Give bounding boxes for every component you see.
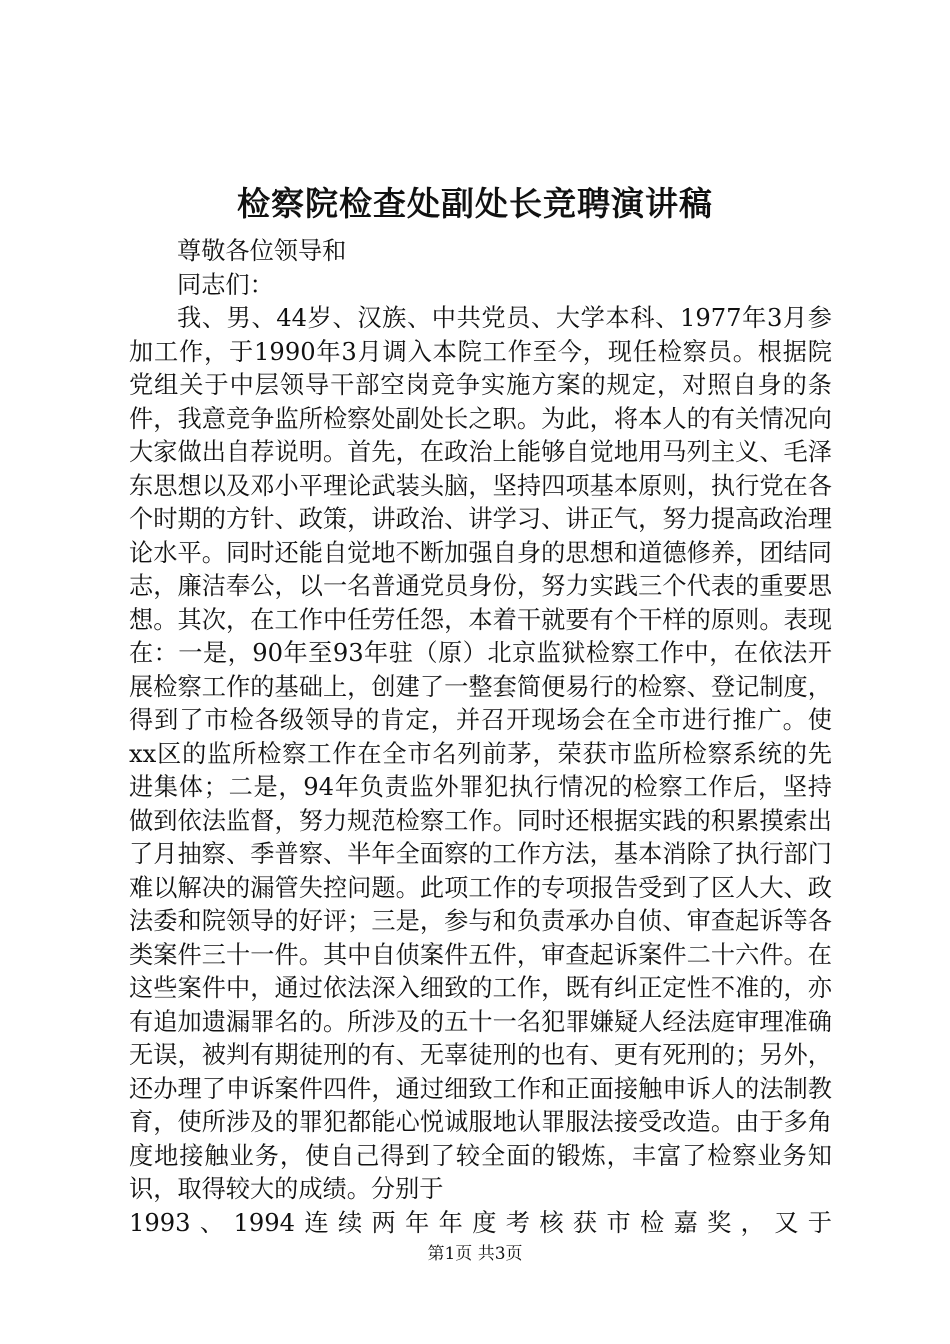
body-last-line: 1993、1994连续两年年度考核获市检嘉奖，又于	[129, 1208, 832, 1237]
document-title: 检察院检查处副处长竞聘演讲稿	[237, 184, 713, 223]
body-paragraph: 我、男、44岁、汉族、中共党员、大学本科、1977年3月参加工作，于1990年3月调入本院工作至今，现任检察员。根据院党组关于中层领导干部空岗竞争实施方案的规定，对照自身的条件，我意竞争监所检察处副处长之职。为此，将本人的有关情况向大家做出自荐说明。首先，在政治上能够自觉地用马列主义、毛泽东思想以及邓小平理论武装头脑，坚持四项基本原则，执行党在各个时期的方针、政策，讲政治、讲学习、讲正气，努力提高政治理论水平。同时还能自觉地不断加强自身的思想和道德修养，团结同志，廉洁奉公，以一名普通党员身份，努力实践三个代表的重要思想。其次，在工作中任劳任怨，本着干就要有个干样的原则。表现在：一是，90年至93年驻（原）北京监狱检察工作中，在依法开展检察工作的基础上，创建了一整套简便易行的检察、登记制度，得到了市检各级领导的肯定，并召开现场会在全市进行推广。使xx区的监所检察工作在全市名列前茅，荣获市监所检察系统的先进集体；二是，94年负责监外罪犯执行情况的检察工作后，坚持做到依法监督，努力规范检察工作。同时还根据实践的积累摸索出了月抽察、季普察、半年全面察的工作方法，基本消除了执行部门难以解决的漏管失控问题。此项工作的专项报告受到了区人大、政法委和院领导的好评；三是，参与和负责承办自侦、审查起诉等各类案件三十一件。其中自侦案件五件，审查起诉案件二十六件。在这些案件中，通过依法深入细致的工作，既有纠正定性不准的，亦有追加遗漏罪名的。所涉及的五十一名犯罪嫌疑人经法庭审理准确无误，被判有期徒刑的有、无辜徒刑的也有、更有死刑的；另外，还办理了申诉案件四件，通过细致工作和正面接触申诉人的法制教育，使所涉及的罪犯都能心悦诚服地认罪服法接受改造。由于多角度地接触业务，使自己得到了较全面的锻炼，丰富了检察业务知识，取得较大的成绩。分别于	[129, 304, 832, 1203]
salutation-line-1: 尊敬各位领导和	[177, 237, 347, 265]
salutation-line-2: 同志们：	[177, 270, 274, 299]
document-body	[129, 235, 832, 1240]
page-indicator: 第1页 共3页	[427, 1244, 523, 1264]
